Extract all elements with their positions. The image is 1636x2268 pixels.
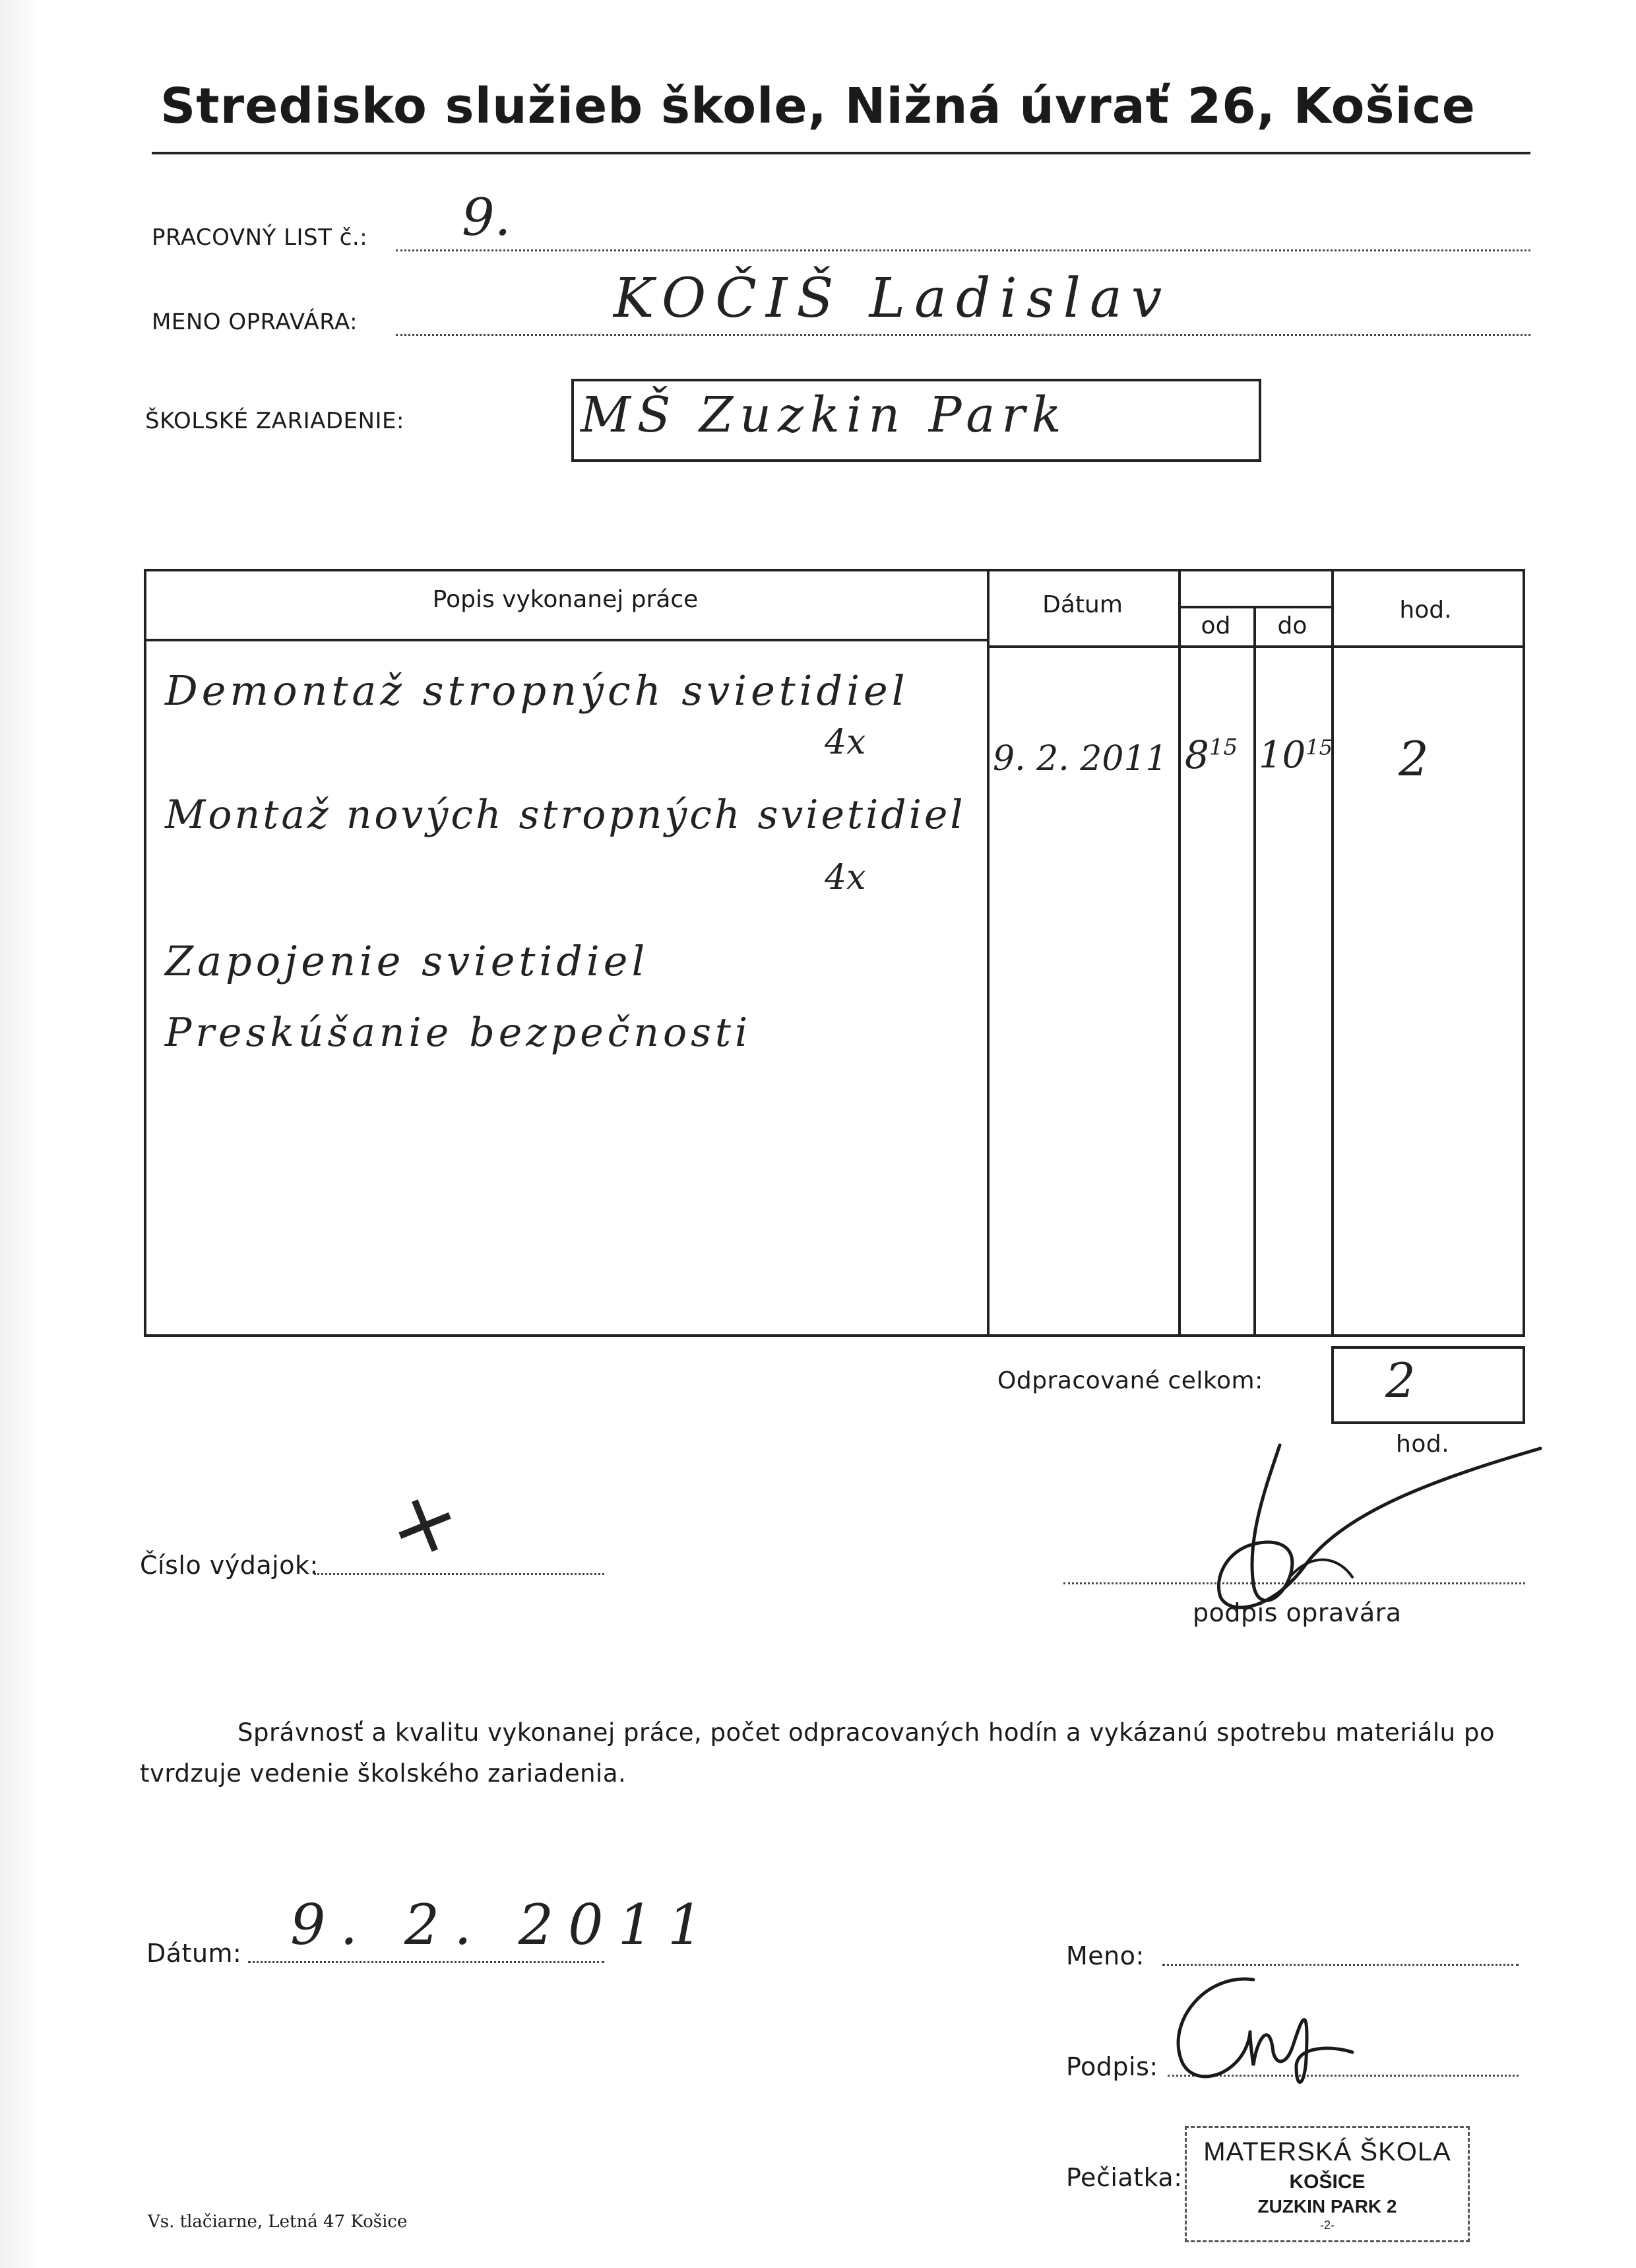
school-stamp: [1185, 2126, 1470, 2242]
repairer-sig-label: podpis opravára: [1193, 1598, 1402, 1627]
work-line: Zapojenie svietidiel: [165, 937, 649, 985]
col-to-header: do: [1277, 612, 1307, 639]
time-from: $8^{15}$: [1185, 732, 1238, 777]
repairer-dotline: [396, 334, 1530, 336]
repairer-name: KOČIŠ Ladislav: [614, 267, 1172, 330]
table-divider-od: [1178, 569, 1181, 1334]
confirmation-line-1: Správnosť a kvalitu vykonanej práce, počet odpracovaných hodín a vykázanú spotrebu materiálu po: [237, 1718, 1495, 1747]
scan-edge: [0, 0, 40, 2268]
work-hours: 2: [1399, 731, 1429, 787]
title-rule: [152, 152, 1530, 154]
repairer-signature-icon: [1174, 1432, 1544, 1623]
stamp-line-3: ZUZKIN PARK 2: [1257, 2196, 1397, 2217]
expense-dotline: [314, 1573, 604, 1575]
work-line: 4x: [825, 858, 866, 897]
school-label: ŠKOLSKÉ ZARIADENIE:: [145, 408, 404, 434]
table-divider-hours: [1331, 569, 1334, 1334]
printer-credit: Vs. tlačiarne, Letná 47 Košice: [148, 2212, 408, 2232]
work-line: 4x: [825, 723, 866, 762]
total-box: [1331, 1346, 1525, 1424]
col-from-header: od: [1201, 612, 1231, 639]
work-date: 9. 2. 2011: [993, 739, 1168, 779]
col-hours-header: hod.: [1399, 597, 1452, 624]
expense-label: Číslo výdajok:: [140, 1551, 319, 1580]
table-divider-date: [987, 569, 990, 1334]
director-signature-icon: [1154, 1966, 1432, 2098]
col-date-header: Dátum: [1042, 591, 1123, 618]
repairer-label: MENO OPRAVÁRA:: [152, 309, 358, 335]
footer-date-label: Dátum:: [146, 1939, 242, 1968]
table-time-subheader-line: [1178, 606, 1334, 608]
page-title: Stredisko služieb škole, Nižná úvrať 26, Košice: [160, 78, 1476, 135]
work-sheet-label: PRACOVNÝ LIST č.:: [152, 224, 368, 251]
footer-date-value: 9. 2. 2011: [290, 1893, 718, 1957]
work-line: Preskúšanie bezpečnosti: [165, 1010, 752, 1056]
footer-date-dotline: [248, 1961, 604, 1963]
total-unit: hod.: [1396, 1431, 1450, 1458]
work-sheet-number: 9.: [462, 188, 511, 247]
footer-name-dotline: [1162, 1964, 1519, 1966]
stamp-line-4: -2-: [1320, 2219, 1335, 2232]
work-line: Montaž nových stropných svietidiel: [165, 792, 966, 838]
work-sheet-dotline: [396, 249, 1530, 251]
school-name: MŠ Zuzkin Park: [581, 387, 1068, 443]
table-divider-do: [1253, 607, 1256, 1334]
footer-stamp-label: Pečiatka:: [1066, 2163, 1183, 2192]
total-label: Odpracované celkom:: [997, 1367, 1263, 1394]
expense-value: +: [371, 1463, 476, 1583]
total-hours: 2: [1385, 1353, 1416, 1408]
footer-signature-label: Podpis:: [1066, 2052, 1158, 2081]
col-description-header: Popis vykonanej práce: [432, 586, 699, 613]
time-to: $10^{15}$: [1259, 734, 1333, 777]
table-header-line-desc: [144, 639, 990, 641]
stamp-line-2: KOŠICE: [1289, 2171, 1366, 2193]
stamp-line-1: MATERSKÁ ŠKOLA: [1203, 2137, 1451, 2166]
confirmation-line-2: tvrdzuje vedenie školského zariadenia.: [140, 1759, 627, 1788]
footer-name-label: Meno:: [1066, 1941, 1145, 1970]
work-line: Demontaž stropných svietidiel: [165, 666, 909, 715]
table-header-line-right: [987, 645, 1523, 648]
